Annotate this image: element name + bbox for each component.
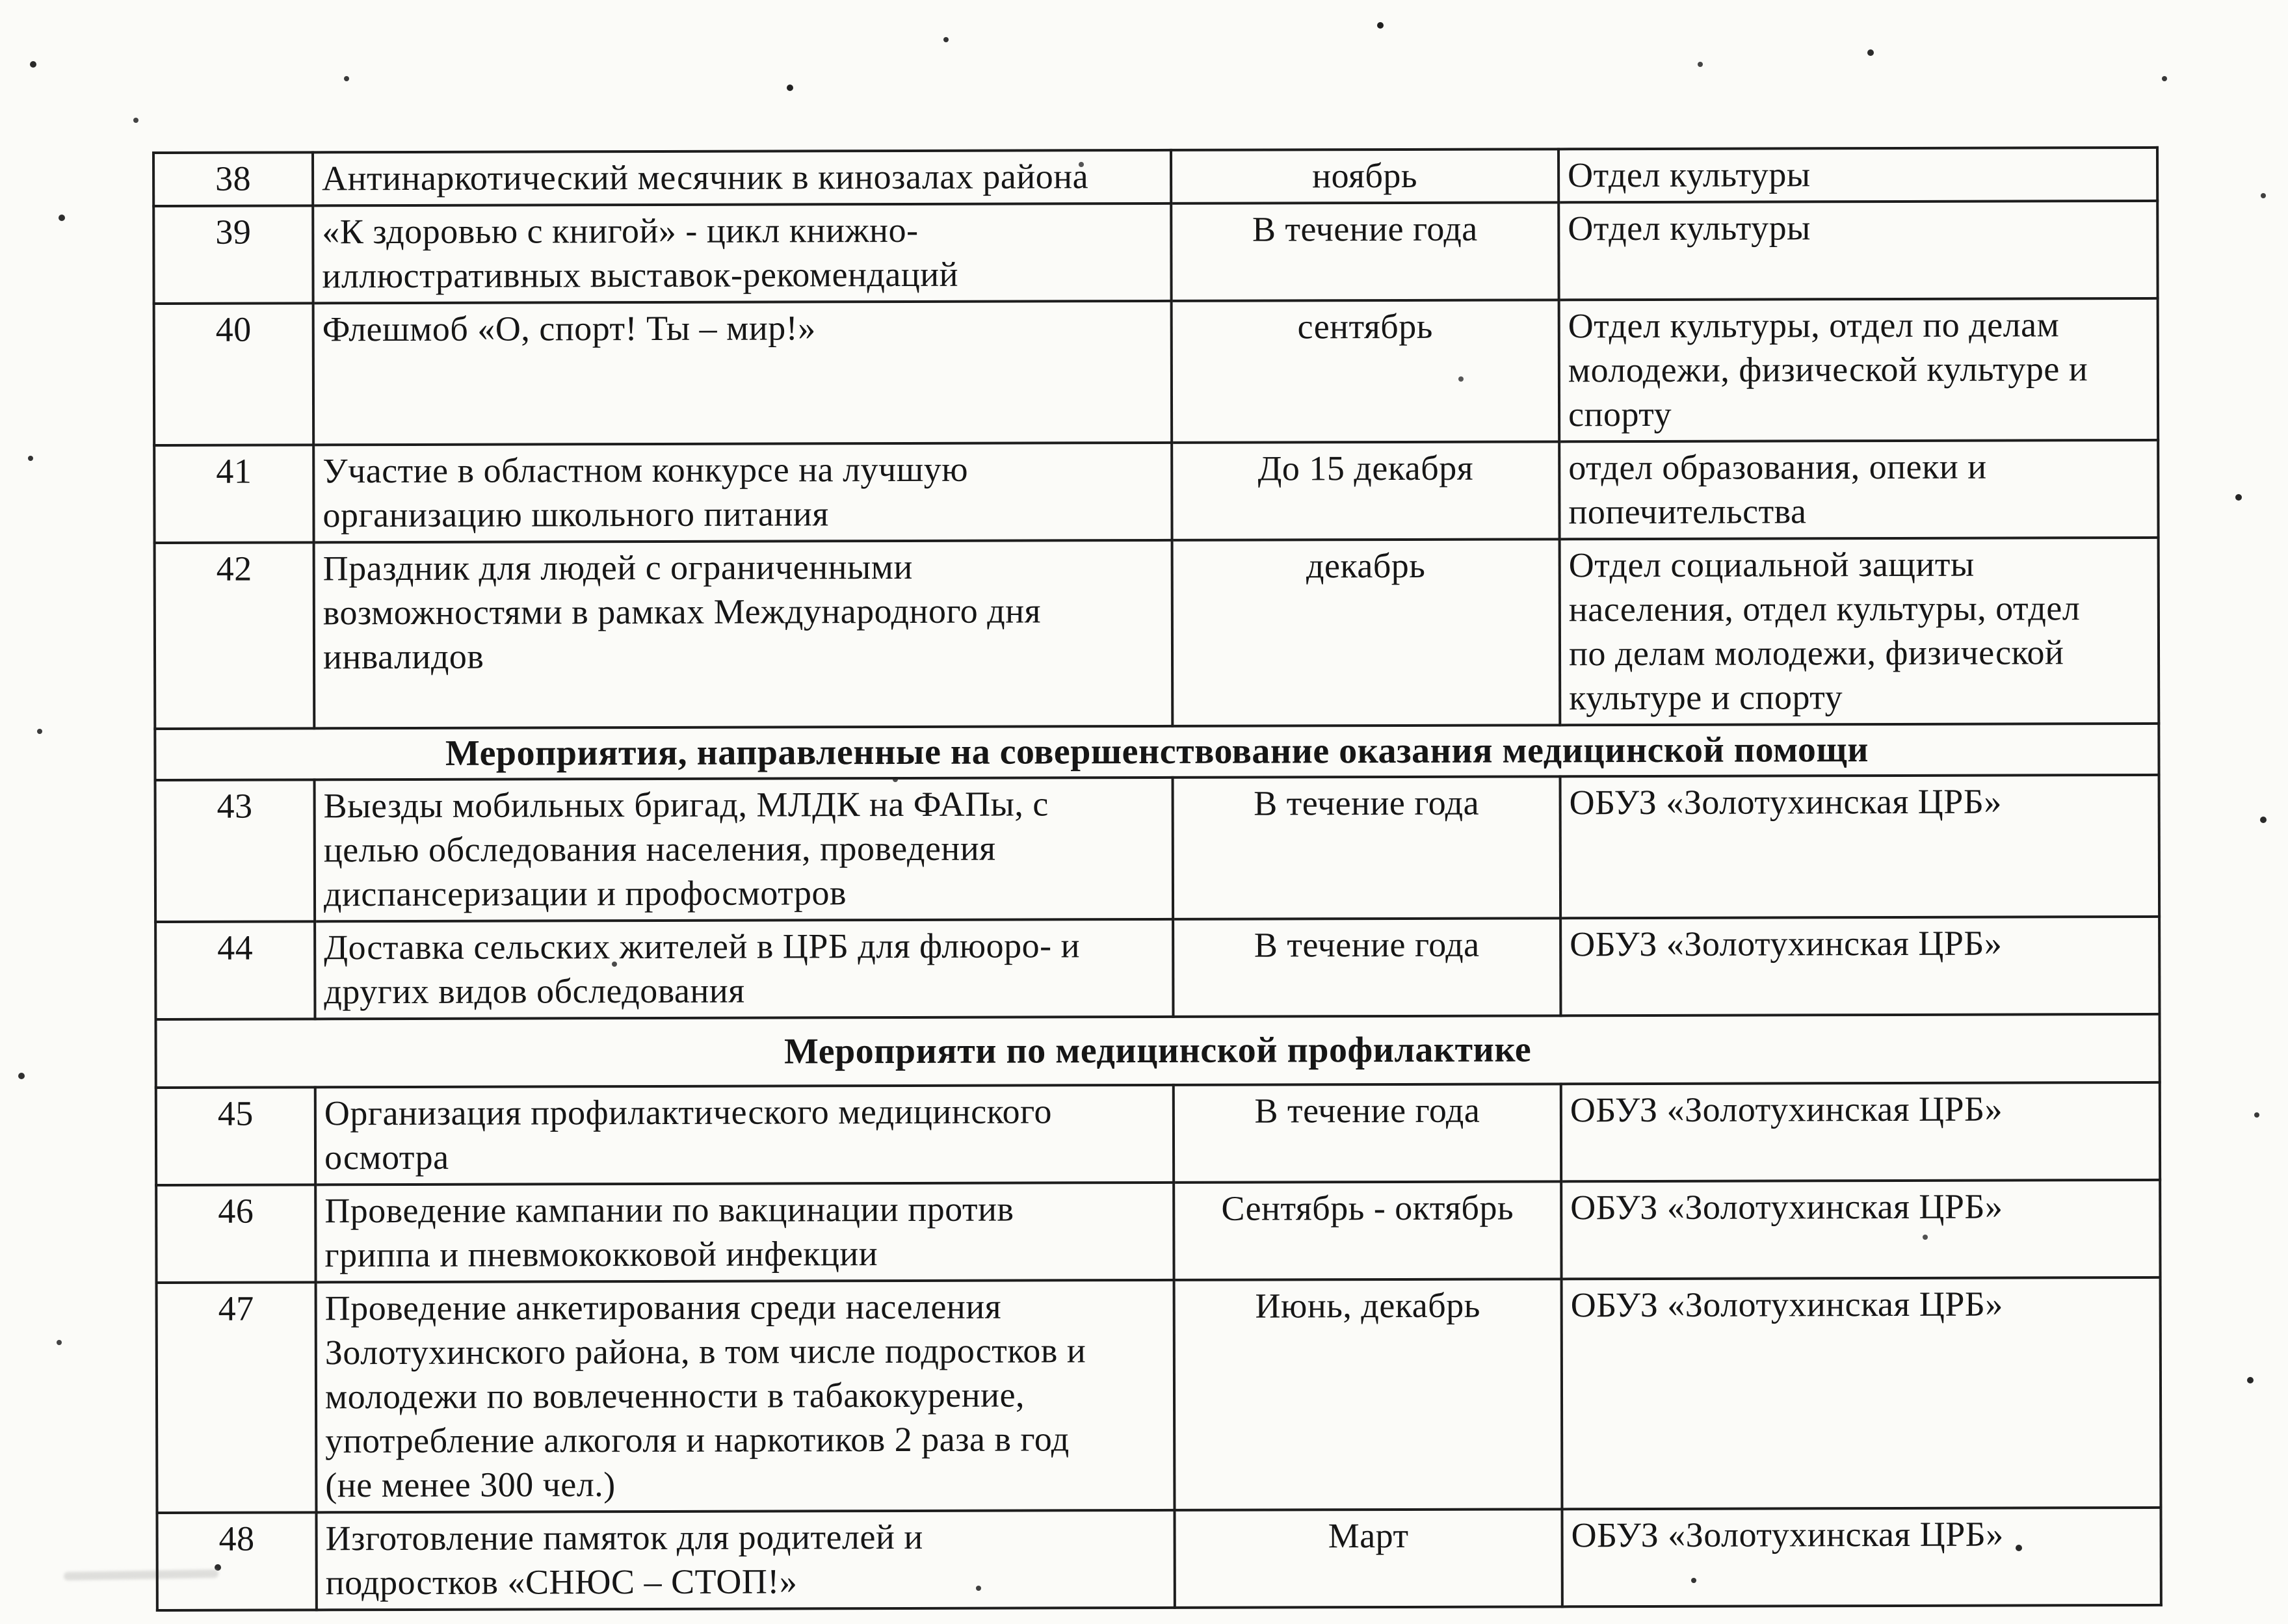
table-row bbox=[155, 917, 2159, 1019]
row-number: 40 bbox=[154, 303, 314, 445]
timing-cell: сентябрь bbox=[1172, 300, 1560, 443]
section-header-medical-prevention bbox=[155, 1014, 2159, 1088]
table-row bbox=[154, 440, 2158, 543]
table-row bbox=[157, 1508, 2161, 1610]
section-header-title: Мероприяти по медицинской профилактике bbox=[155, 1014, 2159, 1088]
timing-cell: В течение года bbox=[1174, 1084, 1561, 1183]
table-row bbox=[156, 1180, 2160, 1283]
timing-cell: В течение года bbox=[1173, 776, 1561, 919]
table-row bbox=[155, 775, 2160, 922]
event-name-cell: Изготовление памяток для родителей и подростков «СНЮС – СТОП!» bbox=[316, 1510, 1174, 1610]
row-number: 46 bbox=[156, 1185, 315, 1283]
responsible-cell: ОБУЗ «Золотухинская ЦРБ» bbox=[1560, 775, 2160, 919]
row-number: 45 bbox=[156, 1087, 315, 1185]
responsible-cell: отдел образования, опеки и попечительства bbox=[1559, 440, 2158, 539]
table-row bbox=[157, 1277, 2161, 1513]
responsible-cell: ОБУЗ «Золотухинская ЦРБ» bbox=[1562, 1277, 2161, 1510]
timing-cell: Март bbox=[1174, 1510, 1562, 1608]
responsible-cell: ОБУЗ «Золотухинская ЦРБ» bbox=[1561, 1082, 2160, 1181]
row-number: 39 bbox=[153, 205, 313, 304]
responsible-cell: ОБУЗ «Золотухинская ЦРБ» bbox=[1561, 1180, 2160, 1279]
timing-cell: Сентябрь - октябрь bbox=[1174, 1181, 1561, 1280]
event-name-cell: Антинаркотический месячник в кинозалах района bbox=[313, 150, 1171, 205]
responsible-cell: ОБУЗ «Золотухинская ЦРБ» bbox=[1560, 917, 2159, 1015]
timing-cell: декабрь bbox=[1172, 540, 1560, 727]
responsible-cell: ОБУЗ «Золотухинская ЦРБ» bbox=[1562, 1508, 2161, 1606]
row-number: 38 bbox=[153, 152, 313, 206]
event-name-cell: Организация профилактического медицинского осмотра bbox=[315, 1085, 1174, 1185]
row-number: 42 bbox=[155, 543, 315, 729]
event-name-cell: Проведение анкетирования среди населения Золотухинского района, в том числе подростков и молодежи по вовлеченности в табакокурение, употребление алкоголя и наркотиков 2 раза в год (не менее 300 чел.) bbox=[316, 1280, 1175, 1513]
responsible-cell: Отдел культуры, отдел по делам молодежи, физической культуре и спорту bbox=[1559, 298, 2159, 442]
section-header-medical-care bbox=[155, 724, 2159, 780]
timing-cell: ноябрь bbox=[1171, 149, 1558, 203]
row-number: 41 bbox=[154, 445, 313, 544]
row-number: 43 bbox=[155, 779, 315, 922]
timing-cell: В течение года bbox=[1171, 202, 1558, 301]
timing-cell: В течение года bbox=[1173, 918, 1560, 1017]
responsible-cell: Отдел культуры bbox=[1558, 201, 2157, 300]
timing-cell: Июнь, декабрь bbox=[1174, 1279, 1562, 1511]
event-name-cell: Выезды мобильных бригад, МЛДК на ФАПы, с целью обследования населения, проведения диспансеризации и профосмотров bbox=[315, 778, 1174, 922]
scan-noise bbox=[0, 0, 4, 4]
timing-cell: До 15 декабря bbox=[1172, 442, 1559, 541]
events-table bbox=[152, 146, 2163, 1612]
section-header-title: Мероприятия, направленные на совершенствование оказания медицинской помощи bbox=[155, 724, 2159, 780]
event-name-cell: Флешмоб «О, спорт! Ты – мир!» bbox=[313, 301, 1172, 445]
event-name-cell: Участие в областном конкурсе на лучшую организацию школьного питания bbox=[313, 443, 1172, 543]
row-number: 48 bbox=[157, 1513, 316, 1611]
table-row bbox=[154, 298, 2159, 445]
row-number: 44 bbox=[155, 921, 315, 1019]
table-row bbox=[153, 148, 2157, 206]
responsible-cell: Отдел социальной защиты населения, отдел культуры, отдел по делам молодежи, физической культуре и спорту bbox=[1560, 538, 2159, 726]
event-name-cell: Проведение кампании по вакцинации против гриппа и пневмококковой инфекции bbox=[315, 1183, 1174, 1283]
event-name-cell: Доставка сельских жителей в ЦРБ для флюоро- и других видов обследования bbox=[315, 919, 1173, 1019]
event-name-cell: «К здоровью с книгой» - цикл книжно- иллюстративных выставок-рекомендаций bbox=[313, 203, 1171, 304]
table-row bbox=[155, 538, 2159, 729]
row-number: 47 bbox=[157, 1283, 317, 1513]
table-row bbox=[156, 1082, 2160, 1185]
table-row bbox=[153, 201, 2157, 304]
responsible-cell: Отдел культуры bbox=[1558, 148, 2157, 202]
event-name-cell: Праздник для людей с ограниченными возможностями в рамках Международного дня инвалидов bbox=[314, 540, 1173, 729]
